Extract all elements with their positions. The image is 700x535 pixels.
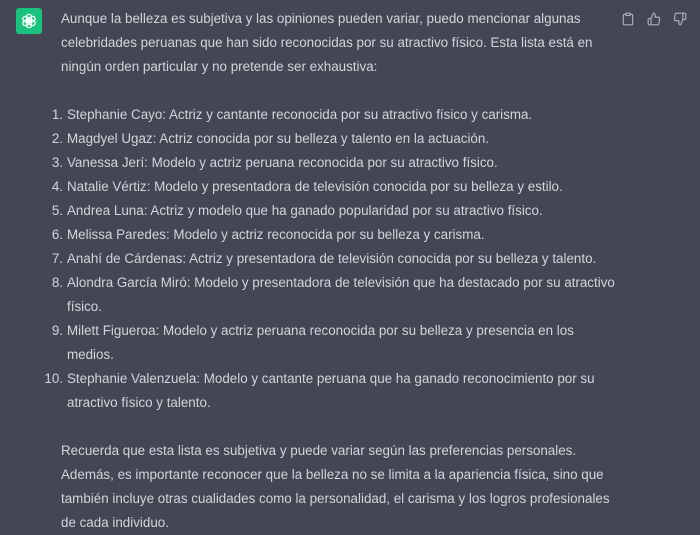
list-item-text: Alondra García Miró: Modelo y presentadora de televisión que ha destacado por su atractivo físico. <box>67 275 615 314</box>
list-item-text: Vanessa Jerí: Modelo y actriz peruana reconocida por su atractivo físico. <box>67 155 498 170</box>
list-item-number: 10. <box>44 371 63 386</box>
list-item-number: 8. <box>51 275 63 290</box>
list-item-number: 3. <box>51 155 63 170</box>
list-item-number: 2. <box>51 131 63 146</box>
list-item-number: 6. <box>51 227 63 242</box>
list-item-text: Milett Figueroa: Modelo y actriz peruana reconocida por su belleza y presencia en los medios. <box>67 323 574 362</box>
list-item-text: Stephanie Cayo: Actriz y cantante reconocida por su atractivo físico y carisma. <box>67 107 533 122</box>
assistant-avatar <box>16 8 42 34</box>
celebrity-list <box>44 103 621 415</box>
openai-logo-icon <box>20 12 38 30</box>
message-outro: Recuerda que esta lista es subjetiva y puede variar según las preferencias personales. Además, es importante reconocer que la belleza no se limita a la apariencia física, sino que también incluye otras cualidades como la personalidad, el carisma y los logros profesionales de cada individuo. <box>61 443 610 530</box>
message-content <box>44 7 621 535</box>
clipboard-icon <box>621 12 635 26</box>
list-item-number: 1. <box>51 107 63 122</box>
message-intro: Aunque la belleza es subjetiva y las opiniones pueden variar, puedo mencionar algunas celebridades peruanas que han sido reconocidas por su atractivo físico. Esta lista está en ningún orden particular y no pretende ser exhaustiva: <box>61 11 593 74</box>
list-item <box>51 103 621 127</box>
thumbs-up-icon <box>647 12 661 26</box>
list-item-text: Natalie Vértiz: Modelo y presentadora de televisión conocida por su belleza y estilo. <box>67 179 563 194</box>
list-item-number: 5. <box>51 203 63 218</box>
list-item-number: 4. <box>51 179 63 194</box>
list-item <box>51 199 621 223</box>
list-item <box>44 367 621 415</box>
list-item-text: Stephanie Valenzuela: Modelo y cantante peruana que ha ganado reconocimiento por su atractivo físico y talento. <box>67 371 595 410</box>
thumbs-down-button[interactable] <box>670 9 690 29</box>
list-item-number: 7. <box>51 251 63 266</box>
list-item-text: Andrea Luna: Actriz y modelo que ha ganado popularidad por su atractivo físico. <box>67 203 543 218</box>
list-item-number: 9. <box>51 323 63 338</box>
list-item <box>51 127 621 151</box>
list-item-text: Melissa Paredes: Modelo y actriz reconocida por su belleza y carisma. <box>67 227 485 242</box>
list-item <box>51 247 621 271</box>
list-item <box>51 319 621 367</box>
list-item <box>51 223 621 247</box>
list-item <box>51 151 621 175</box>
list-item-text: Magdyel Ugaz: Actriz conocida por su belleza y talento en la actuación. <box>67 131 490 146</box>
thumbs-up-button[interactable] <box>644 9 664 29</box>
copy-button[interactable] <box>618 9 638 29</box>
list-item <box>51 271 621 319</box>
message-actions <box>618 9 690 29</box>
thumbs-down-icon <box>673 12 687 26</box>
list-item <box>51 175 621 199</box>
list-item-text: Anahí de Cárdenas: Actriz y presentadora de televisión conocida por su belleza y talento. <box>67 251 597 266</box>
